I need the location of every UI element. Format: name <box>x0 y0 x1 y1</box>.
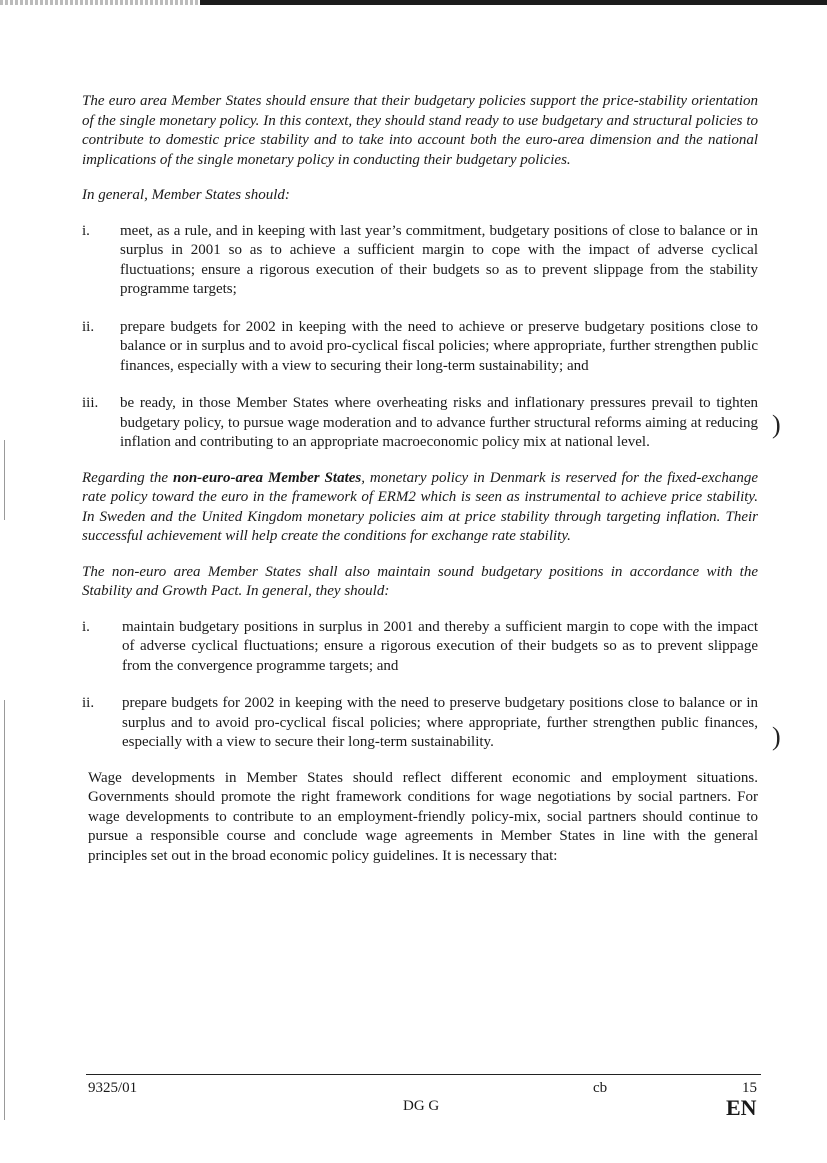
item-number: i. <box>82 618 90 635</box>
list-item <box>82 694 758 753</box>
scan-margin-line <box>4 700 5 1120</box>
general-lead: In general, Member States should: <box>82 187 290 203</box>
euro-list <box>82 222 758 453</box>
non-euro-lead: The non-euro area Member States shall also maintain sound budgetary positions in accordance with the Stability and Growth Pact. In general, they should: <box>82 563 758 599</box>
page-number: 15 <box>742 1080 757 1096</box>
non-euro-paragraph <box>82 469 758 547</box>
footer-rule <box>86 1074 761 1075</box>
item-text: prepare budgets for 2002 in keeping with the need to preserve budgetary positions close to balance or in surplus and to avoid pro-cyclical fiscal policies; where appropriate, further strengthen public finances, especially with a view to secure their long-term sustainability. <box>122 695 758 750</box>
margin-bracket-mark: ) <box>772 722 781 751</box>
page-body <box>82 92 758 882</box>
item-number: iii. <box>82 395 99 411</box>
item-text: be ready, in those Member States where overheating risks and inflationary pressures prevail to tighten budgetary policy, to pursue wage moderation and to advance further structural reforms aiming at reducing inflation and contributing to an appropriate macroeconomic policy mix at national level. <box>120 395 758 450</box>
item-text: meet, as a rule, and in keeping with last year’s commitment, budgetary positions of close to balance or in surplus in 2001 so as to achieve a sufficient margin to cope with the impact of adverse cyclical fluctuations; ensure a rigorous execution of their budgets so as to prevent slippage from the stability programme targets; <box>120 222 758 297</box>
item-text: prepare budgets for 2002 in keeping with the need to achieve or preserve budgetary positions close to balance or in surplus and to avoid pro-cyclical fiscal policies; where appropriate, further strengthen public finances, especially with a view to securing their long-term sustainability; and <box>120 318 758 374</box>
top-scan-border <box>0 0 827 5</box>
item-text: maintain budgetary positions in surplus in 2001 and thereby a sufficient margin to cope with the impact of adverse cyclical fluctuations; ensure a rigorous execution of their budgets so as to prevent slippage from the convergence programme targets; and <box>122 618 758 674</box>
wage-paragraph: Wage developments in Member States should reflect different economic and employment situations. Governments should promote the right framework conditions for wage negotiations by social partners. For wage developments to contribute to an employment-friendly policy-mix, social partners should continue to pursue a responsible course and conclude wage agreements in Member States in line with the general principles set out in the broad economic policy guidelines. It is necessary that: <box>88 769 758 864</box>
directorate: DG G <box>403 1098 440 1114</box>
doc-reference: 9325/01 <box>88 1080 138 1096</box>
non-euro-rest-text: , monetary policy in Denmark is reserved for the fixed-exchange rate policy toward the euro in the framework of ERM2 which is seen as instrumental to achieve price stability. In Sweden and the United Kingdom monetary policies aim at price stability through targeting inflation. Their successful achievement will help create the conditions for exchange rate stability. <box>82 469 758 544</box>
item-number: ii. <box>82 318 95 335</box>
margin-bracket-mark: ) <box>772 410 781 439</box>
item-number: ii. <box>82 695 95 711</box>
intro-paragraph: The euro area Member States should ensure that their budgetary policies support the price-stability orientation of the single monetary policy. In this context, they should stand ready to use budgetary and structural policies to contribute to domestic price stability and to take into account both the euro-area dimension and the national implications of the single monetary policy in conducting their budgetary policies. <box>82 93 758 168</box>
non-euro-lead-text: Regarding the <box>82 469 169 486</box>
list-item <box>82 222 758 300</box>
item-number: i. <box>82 222 90 239</box>
language-code: EN <box>726 1095 757 1120</box>
list-item <box>82 318 758 377</box>
scan-margin-line <box>4 440 5 520</box>
list-item <box>82 394 758 453</box>
non-euro-bold-term: non-euro-area Member States <box>173 469 362 486</box>
non-euro-list <box>82 618 758 753</box>
list-item <box>82 618 758 677</box>
author-initials: cb <box>593 1080 608 1096</box>
